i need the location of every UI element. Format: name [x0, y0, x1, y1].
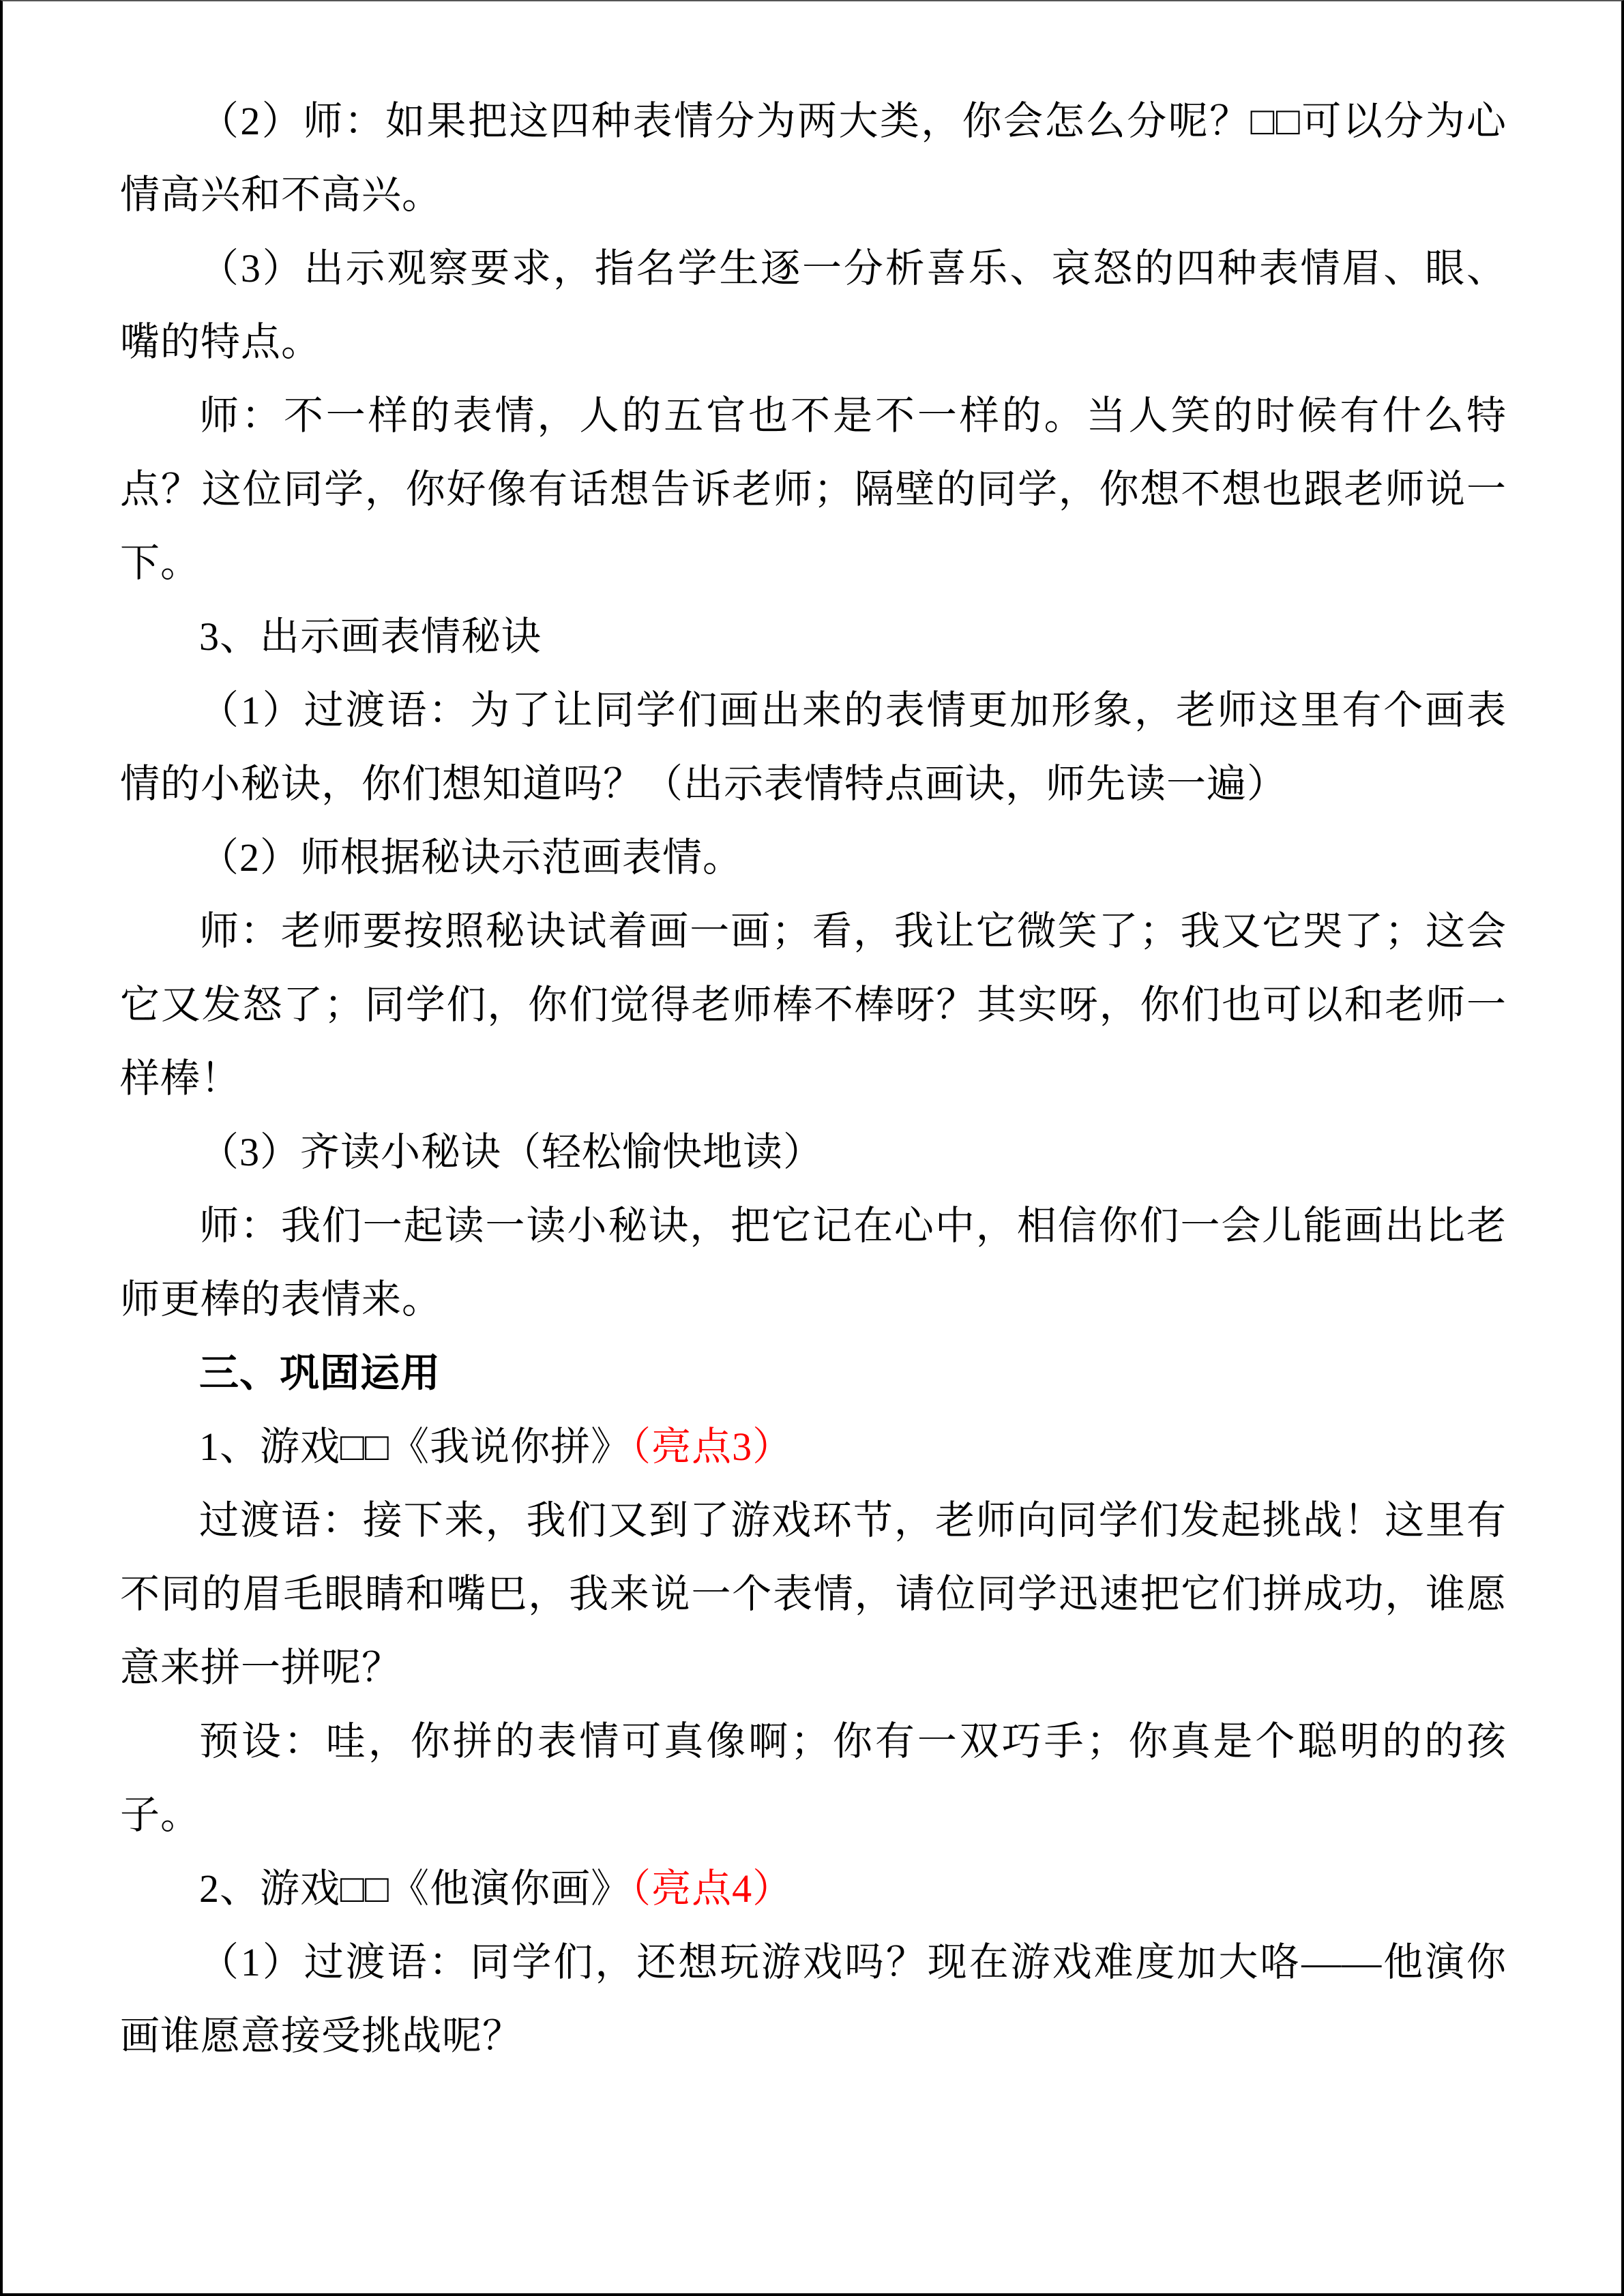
- paragraph: （2）师根据秘诀示范画表情。: [199, 835, 743, 880]
- game-line: [120, 1410, 1507, 1484]
- document-body: [3, 1, 1621, 2073]
- game-title: 2、游戏□□《他演你画》: [199, 1866, 632, 1911]
- paragraph: 师：不一样的表情，人的五官也不是不一样的。当人笑的时候有什么特点？这位同学，你好像有话想告诉老师；隔壁的同学，你想不想也跟老师说一下。: [120, 393, 1507, 585]
- paragraph: （1）过渡语：为了让同学们画出来的表情更加形象，老师这里有个画表情的小秘诀，你们想知道吗？（出示表情特点画诀，师先读一遍）: [120, 688, 1507, 806]
- highlight-text: （亮点4）: [631, 1866, 793, 1911]
- paragraph: 过渡语：接下来，我们又到了游戏环节，老师向同学们发起挑战！这里有不同的眉毛眼睛和嘴巴，我来说一个表情，请位同学迅速把它们拼成功，谁愿意来拼一拼呢？: [120, 1498, 1507, 1690]
- game-line: [120, 1852, 1507, 1926]
- paragraph: （1）过渡语：同学们，还想玩游戏吗？现在游戏难度加大咯——他演你画谁愿意接受挑战呢？: [120, 1940, 1507, 2058]
- highlight-text: （亮点3）: [631, 1425, 793, 1469]
- section-heading: 三、巩固运用: [199, 1351, 441, 1395]
- paragraph: （3）出示观察要求，指名学生逐一分析喜乐、哀怒的四种表情眉、眼、嘴的特点。: [120, 246, 1507, 364]
- game-title: 1、游戏□□《我说你拼》: [199, 1425, 632, 1469]
- list-item-heading: 3、出示画表情秘诀: [199, 614, 542, 659]
- paragraph: 预设：哇，你拼的表情可真像啊；你有一双巧手；你真是个聪明的的孩子。: [120, 1719, 1507, 1837]
- paragraph: 师：我们一起读一读小秘诀，把它记在心中，相信你们一会儿能画出比老师更棒的表情来。: [120, 1204, 1507, 1322]
- paragraph: （2）师：如果把这四种表情分为两大类，你会怎么分呢？□□可以分为心情高兴和不高兴。: [120, 99, 1507, 217]
- paragraph: 师：老师要按照秘诀试着画一画；看，我让它微笑了；我又它哭了；这会它又发怒了；同学们，你们觉得老师棒不棒呀？其实呀，你们也可以和老师一样棒！: [120, 909, 1507, 1101]
- paragraph: （3）齐读小秘诀（轻松愉快地读）: [199, 1130, 824, 1174]
